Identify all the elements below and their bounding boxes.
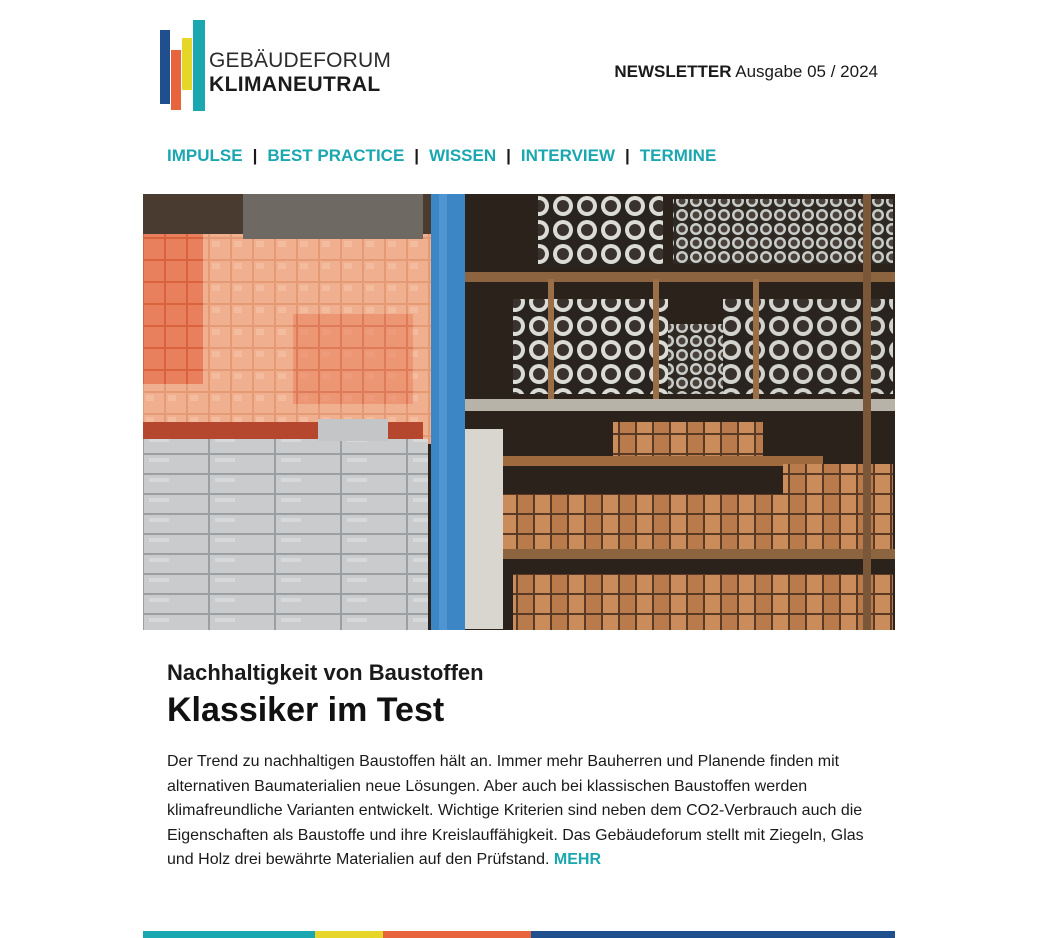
article-title: Klassiker im Test (167, 691, 445, 729)
nav-best-practice[interactable]: BEST PRACTICE (267, 146, 405, 165)
logo[interactable] (160, 20, 400, 112)
logo-bar-blue (160, 30, 170, 104)
logo-wordmark (209, 50, 391, 95)
logo-line2: KLIMANEUTRAL (209, 73, 381, 96)
logo-bar-orange (171, 50, 181, 110)
hero-image[interactable] (143, 194, 895, 630)
stripe-orange (383, 931, 531, 938)
nav-termine[interactable]: TERMINE (639, 146, 717, 165)
logo-bar-yellow (182, 38, 192, 90)
more-link[interactable]: MEHR (553, 851, 602, 868)
footer-color-stripe (143, 931, 895, 938)
nav-separator: | (506, 146, 511, 165)
nav-separator: | (252, 146, 258, 165)
nav-interview[interactable]: INTERVIEW (520, 146, 616, 165)
newsletter-label: NEWSLETTER (614, 62, 732, 81)
hero-illustration (143, 194, 895, 630)
nav-separator: | (414, 146, 420, 165)
article-body-text: Der Trend zu nachhaltigen Baustoffen hält an. Immer mehr Bauherren und Planende finden mit alternativen Baumaterialien neue Lösungen. Aber auch bei klassischen Baustoffen werden klimafreundliche Varianten entwickelt. Wichtige Kriterien sind neben dem CO2-Verbrauch auch die Eigenschaften als Baustoffe und ihre Kreislauffähigkeit. Das Gebäudeforum stellt mit Ziegeln, Glas und Holz drei bewährte Materialien auf den Prüfstand. (167, 753, 864, 868)
edition-number: Ausgabe 05 / 2024 (735, 62, 878, 81)
article-kicker: Nachhaltigkeit von Baustoffen (167, 660, 484, 685)
logo-line1: GEBÄUDEFORUM (209, 49, 392, 72)
stripe-yellow (315, 931, 383, 938)
newsletter-edition (614, 62, 878, 82)
nav-separator: | (625, 146, 630, 165)
nav-impulse[interactable]: IMPULSE (167, 146, 243, 165)
nav-wissen[interactable]: WISSEN (429, 146, 497, 165)
main-nav (167, 146, 716, 166)
stripe-blue (531, 931, 895, 938)
logo-bar-teal (193, 20, 205, 111)
stripe-teal (143, 931, 315, 938)
article-body (167, 750, 867, 873)
